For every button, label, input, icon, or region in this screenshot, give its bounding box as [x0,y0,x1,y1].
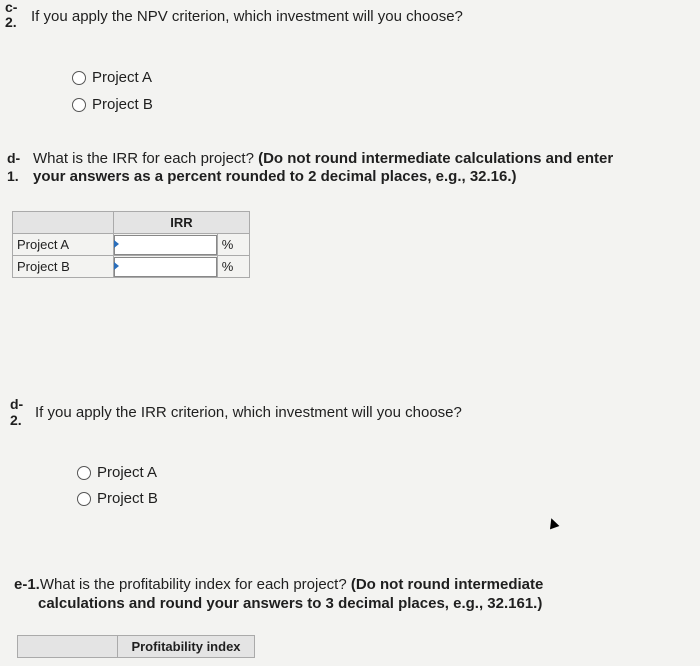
question-c2-text: If you apply the NPV criterion, which investment will you choose? [31,8,463,25]
input-marker-icon [114,240,119,248]
question-d2-text: If you apply the IRR criterion, which investment will you choose? [35,404,462,421]
question-d2-number: d- 2. [10,396,24,428]
d2-option-project-a[interactable] [77,464,157,481]
option-label: Project A [92,69,153,86]
c2-option-project-a[interactable] [72,69,152,86]
irr-input-cell [113,256,217,278]
table-header-blank [18,636,118,658]
radio-button[interactable] [77,466,91,480]
table-header-row [13,212,250,234]
d2-option-project-b[interactable] [77,490,158,507]
irr-input-cell [113,234,217,256]
irr-input-project-b[interactable] [114,257,217,277]
table-row [13,234,250,256]
question-d1-instruction: (Do not round intermediate calculations and enter [258,150,614,167]
question-d1-number: d- 1. [7,150,21,184]
option-label: Project B [92,96,153,113]
unit-label: % [217,256,249,278]
question-d1-instruction-2: your answers as a percent rounded to 2 decimal places, e.g., 32.16.) [33,168,517,185]
profitability-index-table [17,635,255,658]
question-d1-text [33,150,673,186]
row-label: Project A [13,234,114,256]
option-label: Project B [97,490,158,507]
irr-input-project-a[interactable] [114,235,217,255]
mouse-cursor-icon [547,517,560,530]
question-e1-number: e-1. [14,576,40,593]
input-marker-icon [114,262,119,270]
table-header-row [18,636,255,658]
table-header-blank [13,212,114,234]
row-label: Project B [13,256,114,278]
question-e1-text [14,575,636,613]
question-e1-plain: What is the profitability index for each project? [39,576,347,593]
question-e1-instruction-2: calculations and round your answers to 3 decimal places, e.g., 32.161.) [38,595,543,612]
radio-button[interactable] [72,98,86,112]
question-e1-instruction: (Do not round intermediate [350,576,544,593]
question-d1-plain: What is the IRR for each project? [33,150,254,167]
option-label: Project A [97,464,158,481]
table-header-profitability-index: Profitability index [118,636,255,658]
irr-table [12,211,250,278]
radio-button[interactable] [77,492,91,506]
table-row [13,256,250,278]
c2-option-project-b[interactable] [72,96,153,113]
radio-button[interactable] [72,71,86,85]
unit-label: % [217,234,249,256]
question-c2-number: c- 2. [5,0,18,30]
table-header-irr: IRR [113,212,249,234]
